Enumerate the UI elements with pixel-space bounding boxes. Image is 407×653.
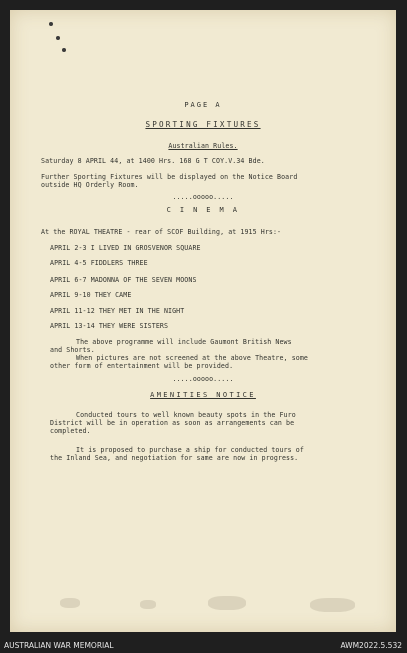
rules-fixture: Saturday 8 APRIL 44, at 1400 Hrs. 168 G T COY.V.34 Bde.	[41, 157, 265, 165]
paper-mark	[60, 598, 80, 608]
amenities-line-1: Conducted tours to well known beauty spots in the Furo	[76, 411, 296, 419]
amenities-line-2: District will be in operation as soon as arrangements can be	[50, 419, 295, 427]
separator: .....ooooo.....	[172, 375, 234, 383]
separator: .....ooooo.....	[172, 193, 234, 201]
sporting-fixtures-title: SPORTING FIXTURES	[145, 120, 261, 129]
screening-item: APRIL 9-10 THEY CAME	[50, 291, 132, 299]
punch-hole	[49, 22, 53, 26]
page-label: PAGE A	[184, 101, 222, 109]
paper-mark	[208, 596, 246, 610]
punch-hole	[62, 48, 66, 52]
program-note-4: other form of entertainment will be provided.	[50, 362, 234, 370]
screening-item: APRIL 4-5 FIDDLERS THREE	[50, 259, 148, 267]
amenities-heading: AMENITIES NOTICE	[150, 391, 256, 399]
australian-rules-heading: Australian Rules.	[168, 142, 238, 150]
amenities-line-4: It is proposed to purchase a ship for conducted tours of	[76, 446, 304, 454]
fixtures-note-2: outside HQ Orderly Room.	[41, 181, 139, 189]
screening-item: APRIL 6-7 MADONNA OF THE SEVEN MOONS	[50, 276, 197, 284]
document-page	[10, 10, 396, 632]
program-note-2: and Shorts.	[50, 346, 95, 354]
footer-institution: AUSTRALIAN WAR MEMORIAL	[4, 641, 114, 650]
amenities-line-5: the Inland Sea, and negotiation for same are now in progress.	[50, 454, 299, 462]
footer-bar	[0, 638, 407, 653]
program-note-3: When pictures are not screened at the above Theatre, some	[76, 354, 308, 362]
cinema-intro: At the ROYAL THEATRE - rear of SCOF Building, at 1915 Hrs:-	[41, 228, 282, 236]
program-note-1: The above programme will include Gaumont British News	[76, 338, 292, 346]
screening-item: APRIL 13-14 THEY WERE SISTERS	[50, 322, 169, 330]
screening-item: APRIL 2-3 I LIVED IN GROSVENOR SQUARE	[50, 244, 201, 252]
footer-catalogue-number: AWM2022.5.532	[340, 641, 402, 650]
paper-mark	[310, 598, 355, 612]
paper-mark	[140, 600, 156, 609]
punch-hole	[56, 36, 60, 40]
amenities-line-3: completed.	[50, 427, 91, 435]
fixtures-note-1: Further Sporting Fixtures will be displayed on the Notice Board	[41, 173, 298, 181]
cinema-heading: C I N E M A	[166, 206, 240, 214]
screening-item: APRIL 11-12 THEY MET IN THE NIGHT	[50, 307, 185, 315]
